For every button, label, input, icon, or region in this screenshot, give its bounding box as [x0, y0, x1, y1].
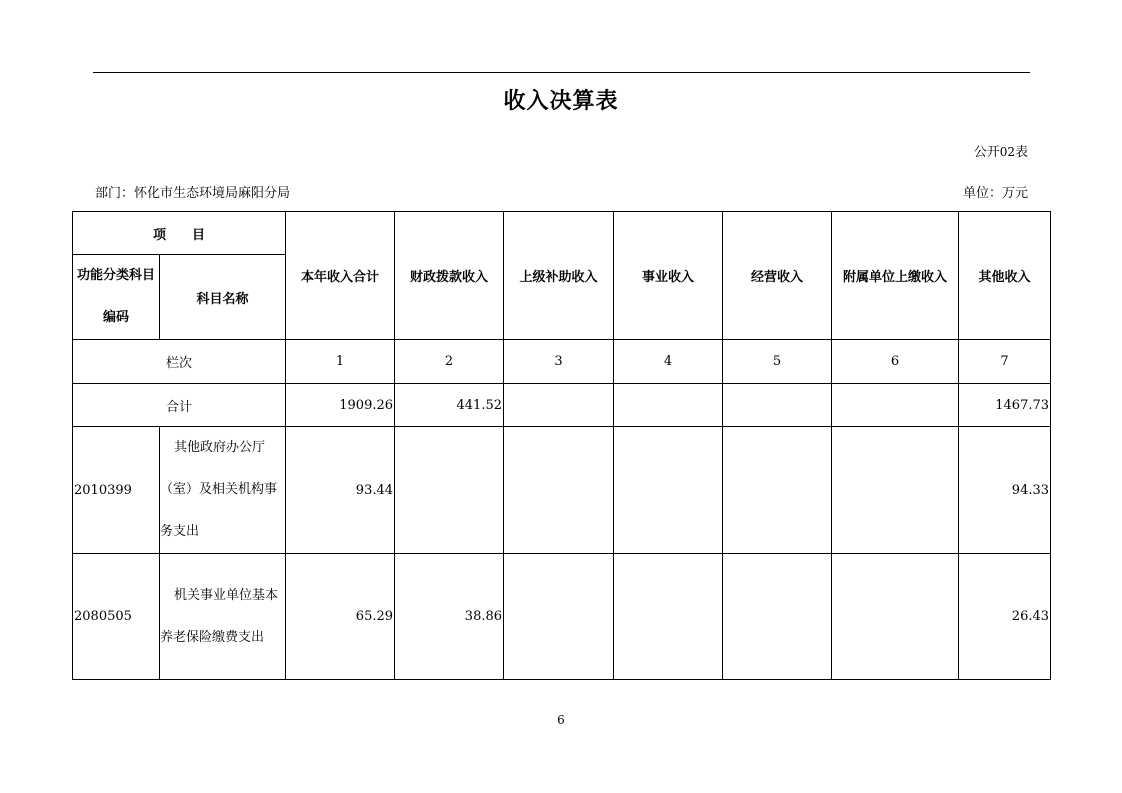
total-cell: 65.29	[286, 554, 395, 680]
item-name-cell: 机关事业单位基本养老保险缴费支出	[160, 554, 286, 680]
header-fiscal: 财政拨款收入	[395, 212, 504, 340]
header-total: 本年收入合计	[286, 212, 395, 340]
fiscal-cell	[395, 427, 504, 554]
superior-cell	[504, 427, 614, 554]
other-cell: 1467.73	[959, 384, 1051, 427]
column-row-label: 栏次	[73, 340, 286, 384]
header-superior: 上级补助收入	[504, 212, 614, 340]
header-operating: 经营收入	[723, 212, 832, 340]
business-cell	[614, 384, 723, 427]
table-row	[73, 554, 1051, 680]
total-cell: 1909.26	[286, 384, 395, 427]
other-cell: 26.43	[959, 554, 1051, 680]
form-number-suffix: 表	[1014, 145, 1028, 160]
item-name-cell: 其他政府办公厅（室）及相关机构事务支出	[160, 427, 286, 554]
form-number	[974, 141, 1028, 160]
operating-cell	[723, 384, 832, 427]
business-cell	[614, 554, 723, 680]
page-title: 收入决算表	[503, 89, 619, 114]
form-number-value: 02	[999, 145, 1015, 159]
form-number-prefix: 公开	[973, 145, 1000, 160]
operating-cell	[723, 427, 832, 554]
total-row-label: 合计	[73, 384, 286, 427]
column-number: 5	[723, 340, 832, 384]
affiliated-cell	[832, 427, 959, 554]
operating-cell	[723, 554, 832, 680]
column-number: 2	[395, 340, 504, 384]
top-rule	[93, 72, 1030, 73]
other-cell: 94.33	[959, 427, 1051, 554]
superior-cell	[504, 554, 614, 680]
column-number: 4	[614, 340, 723, 384]
column-number: 3	[504, 340, 614, 384]
page-number: 6	[557, 713, 565, 727]
business-cell	[614, 427, 723, 554]
unit-label: 单位：万元	[962, 186, 1028, 201]
total-cell: 93.44	[286, 427, 395, 554]
header-row-1	[73, 212, 1051, 255]
column-number: 6	[832, 340, 959, 384]
superior-cell	[504, 384, 614, 427]
header-item-name: 科目名称	[160, 255, 286, 340]
func-code-cell: 2010399	[73, 427, 160, 554]
total-row	[73, 384, 1051, 427]
department-label: 部门：怀化市生态环境局麻阳分局	[95, 186, 291, 201]
column-number-row	[73, 340, 1051, 384]
affiliated-cell	[832, 384, 959, 427]
header-other: 其他收入	[959, 212, 1051, 340]
fiscal-cell: 38.86	[395, 554, 504, 680]
header-affiliated: 附属单位上缴收入	[832, 212, 959, 340]
header-business: 事业收入	[614, 212, 723, 340]
func-code-cell: 2080505	[73, 554, 160, 680]
income-table	[72, 211, 1051, 680]
header-func-code: 功能分类科目编码	[73, 255, 160, 340]
fiscal-cell: 441.52	[395, 384, 504, 427]
table-row	[73, 427, 1051, 554]
header-item: 项 目	[73, 212, 286, 255]
column-number: 1	[286, 340, 395, 384]
column-number: 7	[959, 340, 1051, 384]
affiliated-cell	[832, 554, 959, 680]
